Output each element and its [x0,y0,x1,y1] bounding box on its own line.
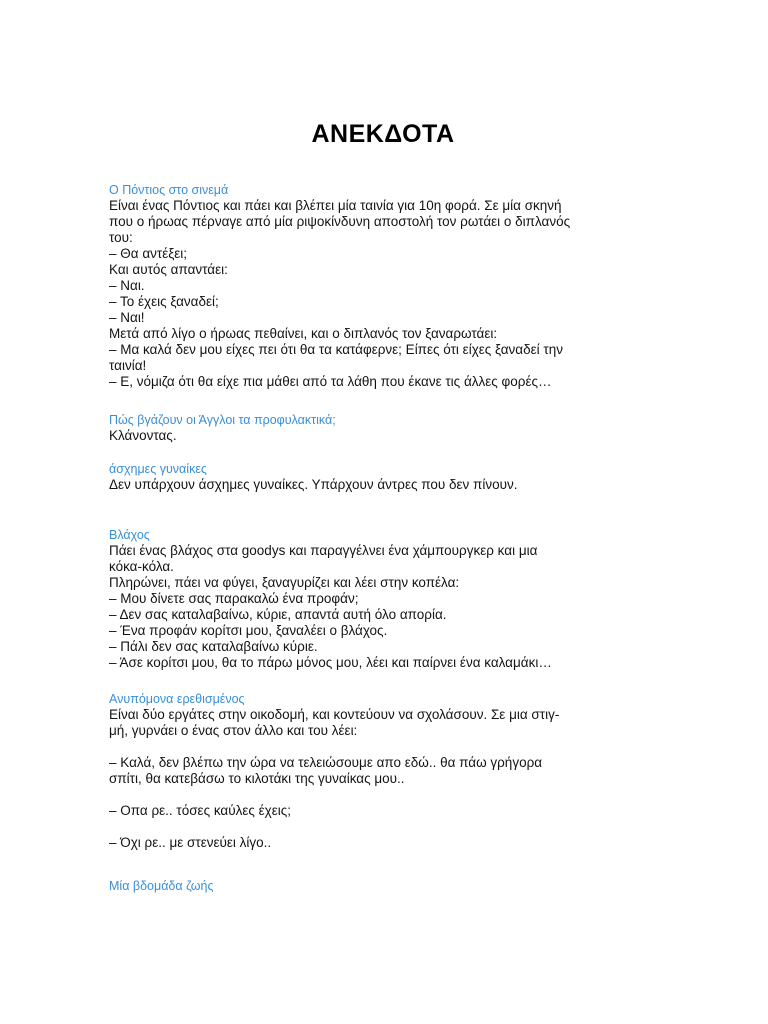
joke-line: – Θα αντέξει; [109,246,188,261]
joke-line: που ο ήρωας πέρναγε από μία ριψοκίνδυνη αποστολή τον ρωτάει ο διπλανός [109,214,571,229]
joke-line: Δεν υπάρχουν άσχημες γυναίκες. Υπάρχουν άντρες που δεν πίνουν. [109,477,518,492]
joke-line: – Πάλι δεν σας καταλαβαίνω κύριε. [109,639,318,654]
joke-line: – Μου δίνετε σας παρακαλώ ένα προφάν; [109,591,359,606]
joke-section [109,461,669,493]
joke-title: άσχημες γυναίκες [109,462,207,476]
joke-line: Και αυτός απαντάει: [109,262,228,277]
joke-line: – Όχι ρε.. με στενεύει λίγο.. [109,835,272,850]
joke-line: Είναι δύο εργάτες στην οικοδομή, και κοντεύουν να σχολάσουν. Σε μια στιγ- [109,707,560,722]
joke-title: Πώς βγάζουν οι Άγγλοι τα προφυλακτικά; [109,413,336,427]
joke-section [109,412,669,444]
joke-line: – Το έχεις ξαναδεί; [109,294,219,309]
joke-section [109,878,669,894]
joke-line: – Δεν σας καταλαβαίνω, κύριε, απαντά αυτή όλο απορία. [109,607,447,622]
joke-line: – Ε, νόμιζα ότι θα είχε πια μάθει από τα λάθη που έκανε τις άλλες φορές… [109,374,552,389]
page-title: ΑΝΕΚΔΟΤΑ [311,120,455,148]
joke-line: – Καλά, δεν βλέπω την ώρα να τελειώσουμε απο εδώ.. θα πάω γρήγορα [109,755,543,770]
joke-line: σπίτι, θα κατεβάσω το κιλοτάκι της γυναίκας μου.. [109,771,405,786]
joke-line: – Άσε κορίτσι μου, θα το πάρω μόνος μου, λέει και παίρνει ένα καλαμάκι… [109,655,552,670]
joke-line: Κλάνοντας. [109,428,177,443]
joke-line: Είναι ένας Πόντιος και πάει και βλέπει μία ταινία για 10η φορά. Σε μία σκηνή [109,198,562,213]
joke-line: – Ένα προφάν κορίτσι μου, ξαναλέει ο βλάχος. [109,623,388,638]
joke-line: του: [109,230,133,245]
joke-line: – Ναι. [109,278,145,293]
joke-line: – Μα καλά δεν μου είχες πει ότι θα τα κατάφερνε; Είπες ότι είχες ξαναδεί την [109,342,563,357]
joke-line: Πληρώνει, πάει να φύγει, ξαναγυρίζει και λέει στην κοπέλα: [109,575,460,590]
joke-line: μή, γυρνάει ο ένας στον άλλο και του λέει: [109,723,358,738]
joke-title: Βλάχος [109,528,150,542]
joke-line: – Ναι! [109,310,145,325]
joke-section [109,182,669,390]
joke-title: Ανυπόμονα ερεθισμένος [109,692,245,706]
joke-line: Μετά από λίγο ο ήρωας πεθαίνει, και ο διπλανός τον ξαναρωτάει: [109,326,498,341]
joke-section [109,691,669,851]
joke-line: – Οπα ρε.. τόσες καύλες έχεις; [109,803,292,818]
joke-title: Μία βδομάδα ζωής [109,879,214,893]
joke-title: Ο Πόντιος στο σινεμά [109,183,229,197]
joke-section [109,527,669,671]
joke-line: κόκα-κόλα. [109,559,174,574]
joke-line: Πάει ένας βλάχος στα goodys και παραγγέλνει ένα χάμπουργκερ και μια [109,543,538,558]
joke-line: ταινία! [109,358,147,373]
